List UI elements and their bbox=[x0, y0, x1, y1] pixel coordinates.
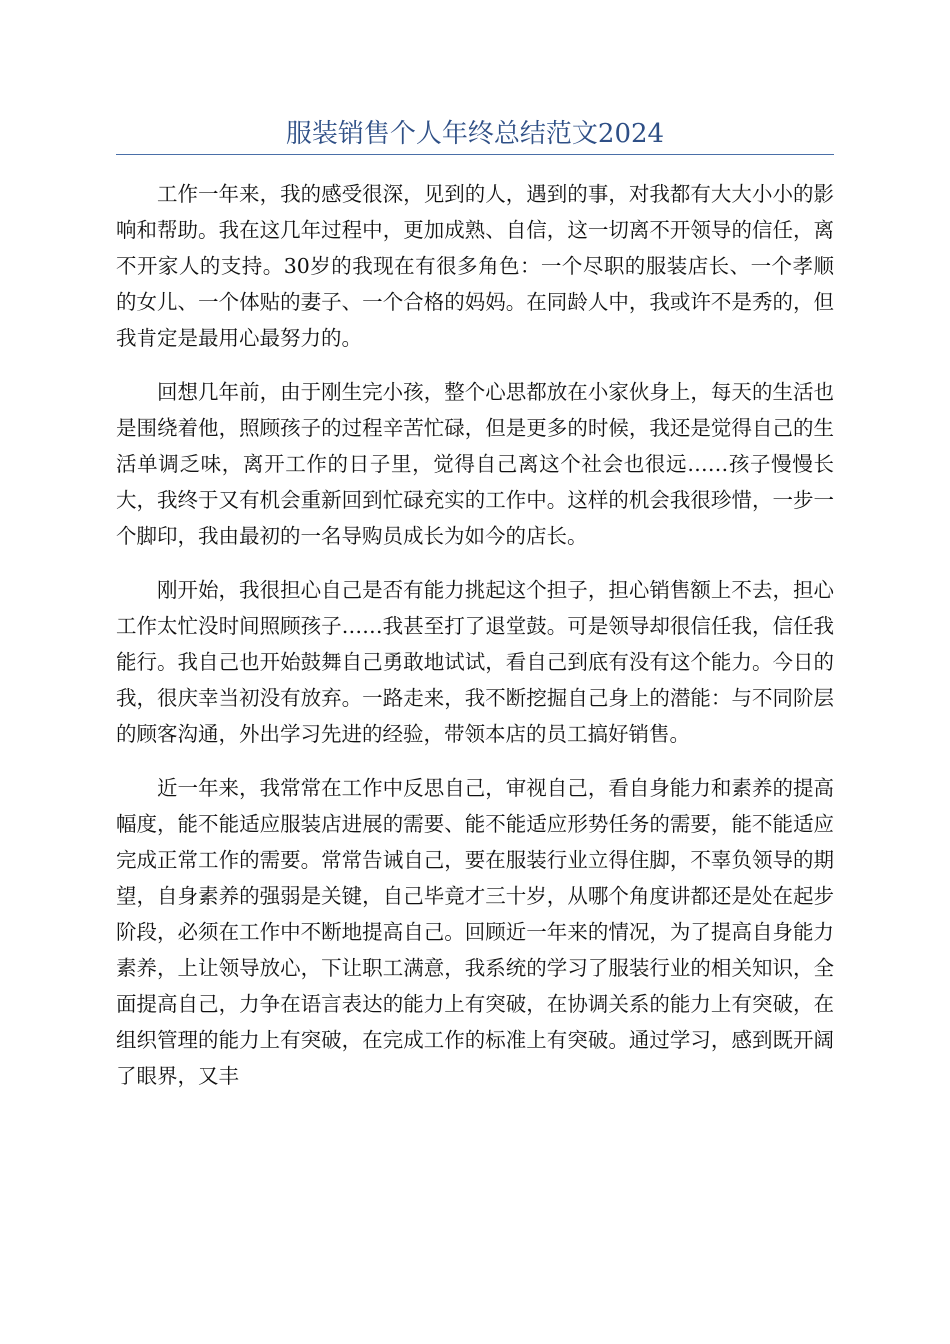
document-title: 服装销售个人年终总结范文2024 bbox=[285, 119, 665, 149]
title-underline bbox=[116, 154, 834, 155]
paragraph-3: 刚开始，我很担心自己是否有能力挑起这个担子，担心销售额上不去，担心工作太忙没时间照顾孩子……我甚至打了退堂鼓。可是领导却很信任我，信任我能行。我自己也开始鼓舞自己勇敢地试试，看自己到底有没有这个能力。今日的我，很庆幸当初没有放弃。一路走来，我不断挖掘自己身上的潜能：与不同阶层的顾客沟通，外出学习先进的经验，带领本店的员工搞好销售。 bbox=[116, 578, 834, 746]
paragraph-4: 近一年来，我常常在工作中反思自己，审视自己，看自身能力和素养的提高幅度，能不能适应服装店进展的需要、能不能适应形势任务的需要，能不能适应完成正常工作的需要。常常告诫自己，要在服装行业立得住脚，不辜负领导的期望，自身素养的强弱是关键，自己毕竟才三十岁，从哪个角度讲都还是处在起步阶段，必须在工作中不断地提高自己。回顾近一年来的情况，为了提高自身能力素养，上让领导放心，下让职工满意，我系统的学习了服装行业的相关知识，全面提高自己，力争在语言表达的能力上有突破，在协调关系的能力上有突破，在组织管理的能力上有突破，在完成工作的标准上有突破。通过学习，感到既开阔了眼界，又丰 bbox=[116, 776, 834, 1088]
paragraph-1: 工作一年来，我的感受很深，见到的人，遇到的事，对我都有大大小小的影响和帮助。我在这几年过程中，更加成熟、自信，这一切离不开领导的信任，离不开家人的支持。30岁的我现在有很多角色：一个尽职的服装店长、一个孝顺的女儿、一个体贴的妻子、一个合格的妈妈。在同龄人中，我或许不是秀的，但我肯定是最用心最努力的。 bbox=[116, 182, 834, 350]
paragraph-2: 回想几年前，由于刚生完小孩，整个心思都放在小家伙身上，每天的生活也是围绕着他，照顾孩子的过程辛苦忙碌，但是更多的时候，我还是觉得自己的生活单调乏味，离开工作的日子里，觉得自己离这个社会也很远……孩子慢慢长大，我终于又有机会重新回到忙碌充实的工作中。这样的机会我很珍惜，一步一个脚印，我由最初的一名导购员成长为如今的店长。 bbox=[116, 380, 834, 548]
document-body bbox=[116, 176, 834, 1112]
